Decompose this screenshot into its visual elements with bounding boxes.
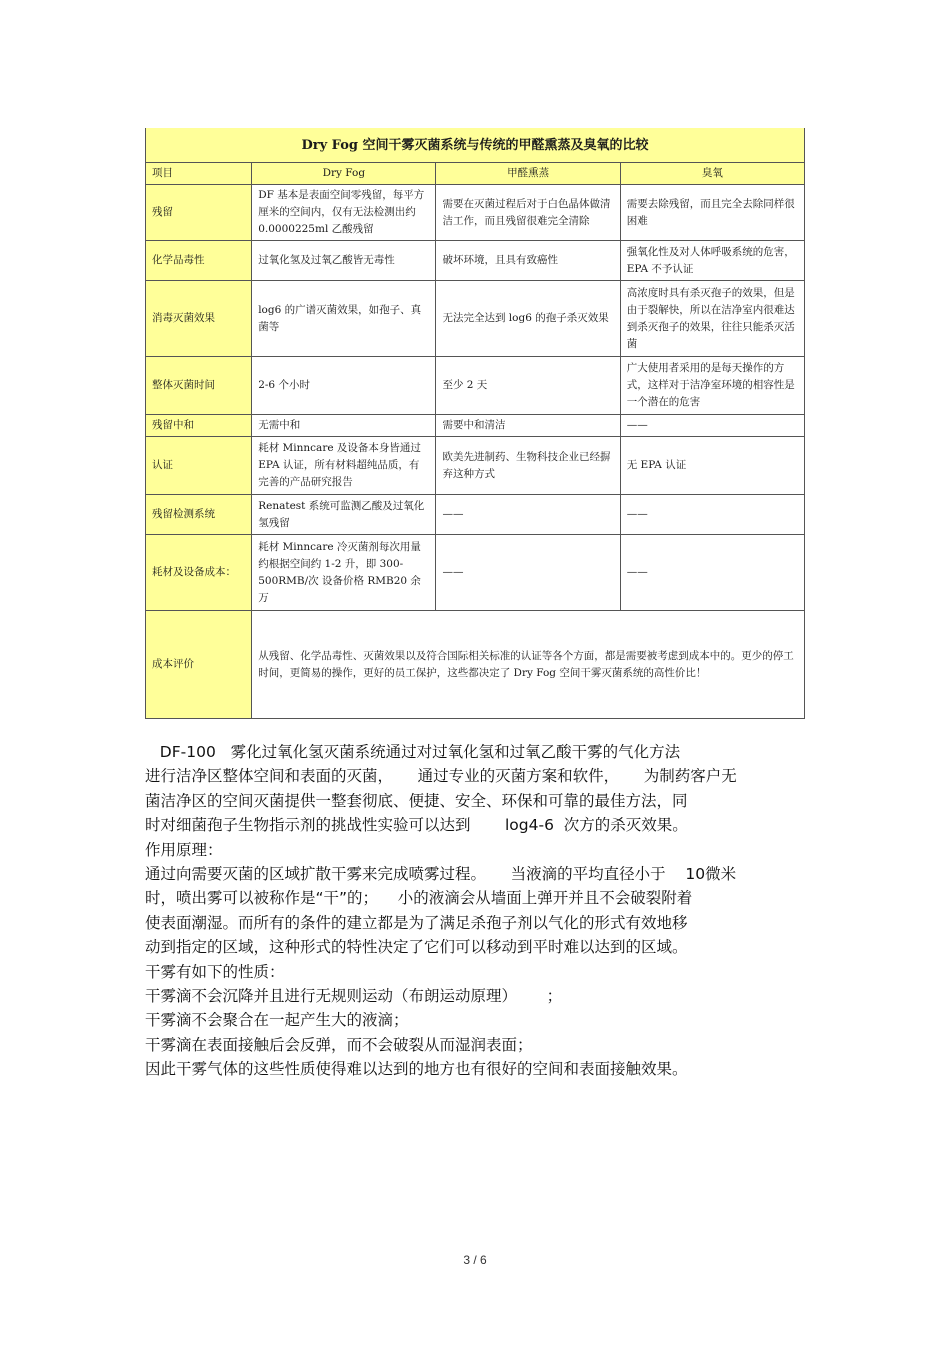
body-line: DF-100 雾化过氧化氢灭菌系统通过对过氧化氢和过氧乙酸干雾的气化方法 (145, 743, 681, 761)
table-cell: 需要中和清洁 (436, 415, 620, 437)
table-cell: log6 的广谱灭菌效果，如孢子、真菌等 (252, 281, 436, 357)
table-cell: 破坏环境，且具有致癌性 (436, 241, 620, 281)
table-cell: Renatest 系统可监测乙酸及过氧化氢残留 (252, 495, 436, 535)
table-cell: 无 EPA 认证 (620, 437, 804, 495)
header-formaldehyde: 甲醛熏蒸 (436, 163, 620, 185)
table-cell: 广大使用者采用的是每天操作的方式，这样对于洁净室环境的相容性是一个潜在的危害 (620, 357, 804, 415)
table-row (146, 535, 805, 611)
row-label: 整体灭菌时间 (146, 357, 252, 415)
table-cell: 2-6 个小时 (252, 357, 436, 415)
body-line: 时对细菌孢子生物指示剂的挑战性实验可以达到 log4-6 次方的杀灭效果。 (145, 816, 688, 835)
table-header-row (146, 163, 805, 185)
cost-evaluation-text: 从残留、化学品毒性、灭菌效果以及符合国际相关标准的认证等各个方面，都是需要被考虑到成本中的。更少的停工时间，更简易的操作，更好的员工保护，这些都决定了 Dry Fog 空间干雾灭菌系统的高性价比！ (252, 611, 805, 719)
body-line: 干雾滴不会聚合在一起产生大的液滴； (145, 1011, 409, 1030)
row-label: 成本评价 (146, 611, 252, 719)
comparison-table (145, 128, 805, 719)
body-line: 干雾有如下的性质： (145, 962, 285, 981)
table-cell: 高浓度时具有杀灭孢子的效果，但是由于裂解快，所以在洁净室内很难达到杀灭孢子的效果，往往只能杀灭活菌 (620, 281, 804, 357)
header-item: 项目 (146, 163, 252, 185)
table-cell: 至少 2 天 (436, 357, 620, 415)
section-heading: 作用原理： (145, 840, 223, 859)
body-line: 时，喷出雾可以被称作是“干”的； 小的液滴会从墙面上弹开并且不会破裂附着 (145, 889, 693, 908)
table-cell: —— (620, 415, 804, 437)
table-row (146, 611, 805, 719)
table-cell: 耗材 Minncare 冷灭菌剂每次用量约根据空间约 1-2 升，即 300-500RMB/次 设备价格 RMB20 余万 (252, 535, 436, 611)
body-line: 干雾滴在表面接触后会反弹，而不会破裂从而湿润表面； (145, 1035, 533, 1054)
body-line: 动到指定的区域，这种形式的特性决定了它们可以移动到平时难以达到的区域。 (145, 938, 688, 957)
table-title: Dry Fog 空间干雾灭菌系统与传统的甲醛熏蒸及臭氧的比较 (146, 128, 805, 163)
row-label: 消毒灭菌效果 (146, 281, 252, 357)
table-row (146, 357, 805, 415)
table-cell: —— (620, 535, 804, 611)
page-number: 3 / 6 (463, 1253, 487, 1267)
table-cell: 欧美先进制药、生物科技企业已经摒弃这种方式 (436, 437, 620, 495)
table-row (146, 281, 805, 357)
table-cell: 强氧化性及对人体呼吸系统的危害，EPA 不予认证 (620, 241, 804, 281)
row-label: 化学品毒性 (146, 241, 252, 281)
table-cell: 无法完全达到 log6 的孢子杀灭效果 (436, 281, 620, 357)
table-row (146, 415, 805, 437)
table-cell: —— (436, 535, 620, 611)
row-label: 残留中和 (146, 415, 252, 437)
table-cell: 需要去除残留，而且完全去除同样很困难 (620, 185, 804, 241)
row-label: 耗材及设备成本： (146, 535, 252, 611)
table-cell: 需要在灭菌过程后对于白色晶体做清洁工作，而且残留很难完全清除 (436, 185, 620, 241)
table-row (146, 185, 805, 241)
body-line: 通过向需要灭菌的区域扩散干雾来完成喷雾过程。 当液滴的平均直径小于 10微米 (145, 865, 737, 884)
table-cell: DF 基本是表面空间零残留，每平方厘米的空间内，仅有无法检测出约 0.0000225ml 乙酸残留 (252, 185, 436, 241)
body-line: 因此干雾气体的这些性质使得难以达到的地方也有很好的空间和表面接触效果。 (145, 1060, 688, 1079)
body-line: 使表面潮湿。而所有的条件的建立都是为了满足杀孢子剂以气化的形式有效地移 (145, 913, 688, 932)
table-cell: 过氧化氢及过氧乙酸皆无毒性 (252, 241, 436, 281)
body-text (145, 740, 825, 1082)
body-line: 干雾滴不会沉降并且进行无规则运动（布朗运动原理） ； (145, 987, 563, 1006)
header-dryfog: Dry Fog (252, 163, 436, 185)
table-cell: —— (620, 495, 804, 535)
row-label: 残留 (146, 185, 252, 241)
table-cell: 耗材 Minncare 及设备本身皆通过 EPA 认证，所有材料超纯品质，有完善的产品研究报告 (252, 437, 436, 495)
row-label: 认证 (146, 437, 252, 495)
row-label: 残留检测系统 (146, 495, 252, 535)
table-row (146, 495, 805, 535)
body-line: 进行洁净区整体空间和表面的灭菌， 通过专业的灭菌方案和软件， 为制药客户无 (145, 767, 737, 786)
table-row (146, 241, 805, 281)
table-row (146, 437, 805, 495)
body-line: 菌洁净区的空间灭菌提供一整套彻底、便捷、安全、环保和可靠的最佳方法，同 (145, 791, 688, 810)
table-cell: —— (436, 495, 620, 535)
header-ozone: 臭氧 (620, 163, 804, 185)
table-cell: 无需中和 (252, 415, 436, 437)
